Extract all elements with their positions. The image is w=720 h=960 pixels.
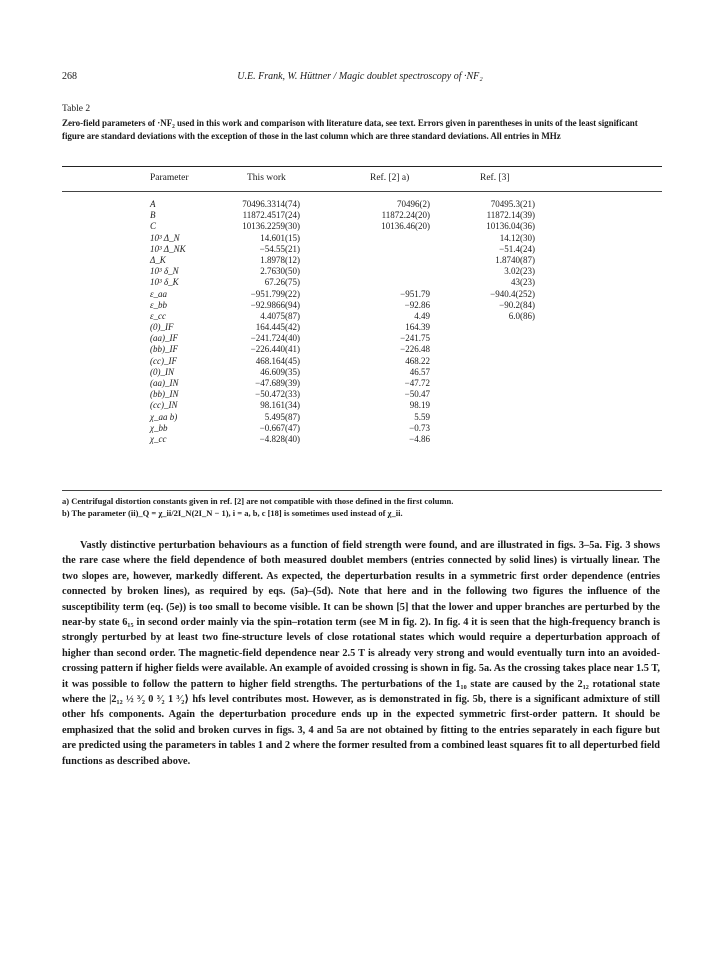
ref3-cell: 11872.14(39) bbox=[486, 210, 535, 221]
param-cell: ε_cc bbox=[150, 310, 167, 321]
param-cell: (0)_IN bbox=[150, 366, 174, 377]
this-work-cell: 10136.2259(30) bbox=[242, 221, 300, 232]
ref2-cell: 4.49 bbox=[414, 310, 430, 321]
ref3-cell: 10136.04(36) bbox=[486, 221, 535, 232]
param-cell: (aa)_IN bbox=[150, 378, 179, 388]
table-row bbox=[0, 389, 720, 400]
table-row bbox=[0, 289, 720, 300]
table-top-rule bbox=[62, 166, 662, 167]
this-work-cell: 70496.3314(74) bbox=[242, 199, 300, 209]
table-header-rule bbox=[62, 191, 662, 192]
this-work-cell: −92.9866(94) bbox=[250, 299, 300, 310]
table-row bbox=[0, 311, 720, 322]
ref2-cell: 70496(2) bbox=[397, 199, 430, 209]
ref3-cell: 14.12(30) bbox=[499, 232, 535, 243]
footnote-b: b) The parameter (ii)_Q = χ_ii/2I_N(2I_N − 1), i = a, b, c [18] is sometimes used instead of χ_ii. bbox=[62, 508, 403, 518]
param-cell: (aa)_IF bbox=[150, 333, 178, 344]
param-cell: B bbox=[150, 210, 156, 221]
ref2-cell: 98.19 bbox=[409, 400, 430, 411]
ref2-cell: −226.48 bbox=[400, 344, 430, 355]
param-cell: 10³ Δ_NK bbox=[150, 243, 186, 254]
table-row bbox=[0, 412, 720, 423]
this-work-cell: −54.55(21) bbox=[259, 243, 300, 254]
ref2-cell: 468.22 bbox=[405, 355, 430, 366]
body-paragraph: Vastly distinctive perturbation behaviours as a function of field strength were found, and are illustrated in figs. 3–5a. Fig. 3 shows the rare case where the field dependence of both measured doublet members (entries connected by solid lines) is virtually linear. The two slopes are, however, markedly different. As expected, the deperturbation results in a symmetric first order dependence (entries connected by broken lines), as required by eqs. (5a)–(5d). Note that here and in the following two figures the influence of the susceptibility term (eq. (5e)) is too small to become visible. It can be shown [5] that the lower and upper branches are perturbed by the near-by state 6₁₅ in second order mainly via the spin–rotation term (see M in fig. 2). In fig. 4 it is seen that the high-frequency branch is strongly perturbed by at least two fine-structure levels of close rotational states which would require a deperturbation approach of higher than second order. The magnetic-field dependence near 2.5 T is already very strong and would eventually turn into an avoided-crossing pattern if higher fields were available. An example of avoided crossing is shown in fig. 5a. As the crossing takes place near 1.5 T, it was possible to follow the pattern to higher field strengths. The perturbations of the 1₁₀ state are caused by the 2₁₂ rotational state where the |2₁₂ ½ ³⁄₂ 0 ³⁄₂ 1 ³⁄₂⟩ hfs level contributes most. However, as is demonstrated in fig. 5b, there is a significant admixture of still other hfs components. Again the deperturbation procedure ends up in the expected symmetric first-order pattern. It should be emphasized that the solid and broken curves in figs. 3, 4 and 5a are not obtained by fitting to the entries separately in each figure but are predicted using the parameters in tables 1 and 2 where the former resulted from a combined least squares fit to all deperturbed field functions as described above. bbox=[62, 540, 660, 767]
table-row bbox=[0, 266, 720, 277]
param-cell: (0)_IF bbox=[150, 322, 174, 333]
param-cell: χ_cc bbox=[150, 433, 167, 444]
this-work-cell: 4.4075(87) bbox=[260, 310, 300, 321]
this-work-cell: 14.601(15) bbox=[260, 232, 300, 243]
table-row bbox=[0, 344, 720, 355]
this-work-cell: −47.689(39) bbox=[255, 378, 300, 388]
ref2-cell: 11872.24(20) bbox=[381, 210, 430, 221]
this-work-cell: −951.799(22) bbox=[250, 288, 300, 299]
table-caption: Zero-field parameters of ·NF₂ used in this work and comparison with literature data, see text. Errors given in parentheses in units of the least significant figure are standard deviations with the exception of those in the last column which are three standard deviations. All entries in MHz bbox=[62, 118, 638, 141]
param-cell: (bb)_IF bbox=[150, 344, 178, 355]
this-work-cell: 98.161(34) bbox=[260, 400, 300, 411]
this-work-cell: 46.609(35) bbox=[260, 366, 300, 377]
this-work-cell: −50.472(33) bbox=[255, 389, 300, 400]
param-cell: χ_aa b) bbox=[150, 411, 178, 422]
table-row bbox=[0, 378, 720, 389]
table-row bbox=[0, 333, 720, 344]
ref2-cell: 46.57 bbox=[409, 366, 430, 377]
ref2-cell: −241.75 bbox=[400, 333, 430, 344]
ref2-cell: 164.39 bbox=[405, 322, 430, 333]
ref2-cell: −92.86 bbox=[404, 299, 430, 310]
this-work-cell: 164.445(42) bbox=[255, 322, 300, 333]
param-cell: (bb)_IN bbox=[150, 389, 179, 400]
table-row bbox=[0, 356, 720, 367]
param-cell: A bbox=[150, 199, 156, 209]
ref2-cell: −47.72 bbox=[404, 378, 430, 388]
table-footnotes bbox=[62, 495, 662, 519]
table-row bbox=[0, 322, 720, 333]
ref3-cell: −51.4(24) bbox=[499, 243, 535, 254]
ref3-cell: 6.0(86) bbox=[508, 310, 535, 321]
param-cell: (cc)_IF bbox=[150, 355, 177, 366]
this-work-cell: −0.667(47) bbox=[259, 422, 300, 433]
param-cell: ε_aa bbox=[150, 288, 168, 299]
this-work-cell: 5.495(87) bbox=[264, 411, 300, 422]
column-header-parameter: Parameter bbox=[150, 173, 189, 183]
table-row bbox=[0, 423, 720, 434]
ref2-cell: 5.59 bbox=[414, 411, 430, 422]
ref3-cell: 43(23) bbox=[511, 277, 535, 288]
table-bottom-rule bbox=[62, 490, 662, 491]
this-work-cell: 67.26(75) bbox=[264, 277, 300, 288]
param-cell: χ_bb bbox=[150, 422, 168, 433]
table-body bbox=[0, 199, 720, 445]
ref3-cell: 1.8740(87) bbox=[495, 254, 535, 265]
table-row bbox=[0, 400, 720, 411]
param-cell: 10³ δ_N bbox=[150, 266, 179, 277]
table-row bbox=[0, 255, 720, 266]
ref3-cell: −940.4(252) bbox=[490, 288, 535, 299]
table-row bbox=[0, 277, 720, 288]
table-row bbox=[0, 244, 720, 255]
table-row bbox=[0, 210, 720, 221]
table-row bbox=[0, 199, 720, 210]
ref2-cell: −951.79 bbox=[400, 288, 430, 299]
ref3-cell: 70495.3(21) bbox=[490, 199, 535, 209]
table-row bbox=[0, 221, 720, 232]
this-work-cell: 11872.4517(24) bbox=[242, 210, 300, 221]
running-head: U.E. Frank, W. Hüttner / Magic doublet spectroscopy of ·NF₂ bbox=[237, 71, 483, 82]
column-header-ref2: Ref. [2] a) bbox=[370, 173, 410, 183]
this-work-cell: 468.164(45) bbox=[255, 355, 300, 366]
param-cell: Δ_K bbox=[150, 254, 166, 265]
ref2-cell: −50.47 bbox=[404, 389, 430, 400]
table-row bbox=[0, 434, 720, 445]
this-work-cell: 1.8978(12) bbox=[260, 254, 300, 265]
table-header-row bbox=[0, 173, 720, 187]
ref3-cell: 3.02(23) bbox=[504, 266, 535, 277]
this-work-cell: −4.828(40) bbox=[259, 433, 300, 444]
table-row bbox=[0, 367, 720, 378]
param-cell: 10³ δ_K bbox=[150, 277, 179, 288]
param-cell: C bbox=[150, 221, 157, 232]
ref2-cell: −0.73 bbox=[409, 422, 430, 433]
param-cell: 10³ Δ_N bbox=[150, 232, 180, 243]
column-header-ref3: Ref. [3] bbox=[480, 173, 510, 183]
ref2-cell: −4.86 bbox=[409, 433, 430, 444]
param-cell: ε_bb bbox=[150, 299, 168, 310]
this-work-cell: −226.440(41) bbox=[250, 344, 300, 355]
page-number: 268 bbox=[62, 71, 77, 82]
table-label: Table 2 bbox=[62, 104, 91, 114]
this-work-cell: −241.724(40) bbox=[250, 333, 300, 344]
this-work-cell: 2.7630(50) bbox=[260, 266, 300, 277]
table-row bbox=[0, 300, 720, 311]
footnote-a: a) Centrifugal distortion constants given in ref. [2] are not compatible with those defined in the first column. bbox=[62, 496, 454, 506]
column-header-this-work: This work bbox=[247, 173, 286, 183]
ref3-cell: −90.2(84) bbox=[499, 299, 535, 310]
param-cell: (cc)_IN bbox=[150, 400, 178, 411]
ref2-cell: 10136.46(20) bbox=[381, 221, 430, 232]
table-row bbox=[0, 233, 720, 244]
